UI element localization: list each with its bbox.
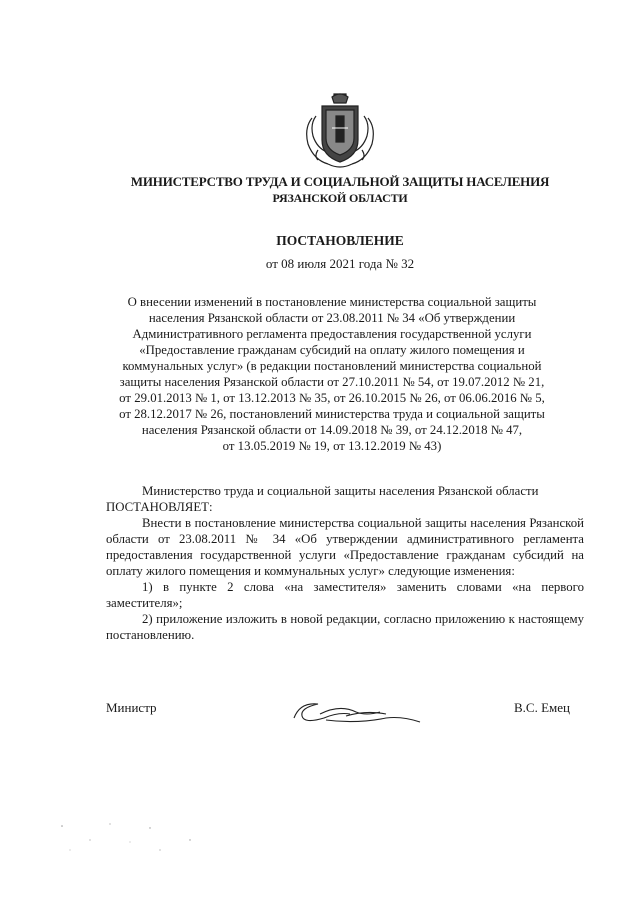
subject-line: населения Рязанской области от 14.09.2018 № 39, от 24.12.2018 № 47,	[141, 423, 523, 437]
ministry-name-line2: РЯЗАНСКОЙ ОБЛАСТИ	[272, 191, 408, 205]
document-date-number: от 08 июля 2021 года № 32	[265, 256, 415, 271]
preamble-text: Министерство труда и социальной защиты населения Рязанской области	[142, 484, 539, 498]
document-type: ПОСТАНОВЛЕНИЕ	[276, 233, 404, 248]
subject-line: от 28.12.2017 № 26, постановлений министерства труда и социальной защиты	[119, 407, 545, 421]
decree-word: ПОСТАНОВЛЯЕТ:	[106, 500, 213, 514]
handwritten-signature	[286, 696, 426, 732]
subject-line: Административного регламента предоставления государственной услуги	[132, 327, 532, 341]
signatory-title: Министр	[106, 700, 157, 715]
change-item-2: 2) приложение изложить в новой редакции, согласно приложению к настоящему постановлению.	[106, 612, 584, 642]
signatory-name: В.С. Емец	[514, 700, 570, 715]
subject-line: от 13.05.2019 № 19, от 13.12.2019 № 43)	[222, 439, 442, 453]
document-body	[106, 483, 584, 643]
change-item-1: 1) в пункте 2 слова «на заместителя» заменить словами «на первого заместителя»;	[106, 580, 584, 610]
subject-line: защиты населения Рязанской области от 27.10.2011 № 54, от 19.07.2012 № 21,	[119, 375, 545, 389]
subject-line: «Предоставление гражданам субсидий на оплату жилого помещения и	[139, 343, 525, 357]
subject-line: от 29.01.2013 № 1, от 13.12.2013 № 35, от 26.10.2015 № 26, от 06.06.2016 № 5,	[119, 391, 545, 405]
document-subject	[82, 294, 582, 454]
scan-specks	[50, 820, 250, 860]
coat-of-arms-emblem	[298, 88, 382, 172]
ministry-name-line1: МИНИСТЕРСТВО ТРУДА И СОЦИАЛЬНОЙ ЗАЩИТЫ НАСЕЛЕНИЯ	[130, 174, 550, 189]
subject-line: населения Рязанской области от 23.08.2011 № 34 «Об утверждении	[148, 311, 516, 325]
body-paragraph-1: Внести в постановление министерства социальной защиты населения Рязанской области от 23.08.2011 № 34 «Об утверждении административного регламента предоставления государственной услуги «Предоставление гражданам субсидий на оплату жилого помещения и коммунальных услуг» следующие изменения:	[106, 516, 584, 578]
subject-line: коммунальных услуг» (в редакции постановлений министерства социальной	[122, 359, 542, 373]
subject-line: О внесении изменений в постановление министерства социальной защиты	[127, 295, 537, 309]
